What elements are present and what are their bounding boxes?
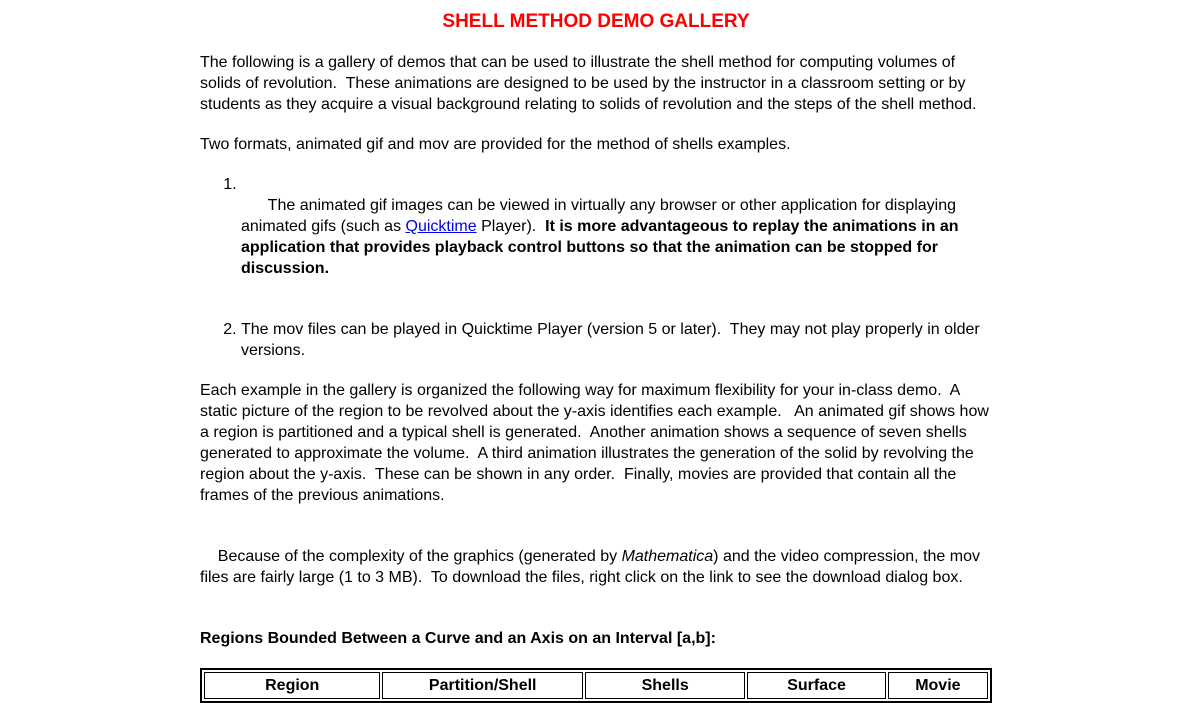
column-header-surface: Surface xyxy=(747,672,885,699)
quicktime-link[interactable]: Quicktime xyxy=(405,218,477,235)
formats-paragraph: Two formats, animated gif and mov are provided for the method of shells examples. xyxy=(200,136,791,153)
column-header-shells: Shells xyxy=(585,672,745,699)
intro-paragraph: The following is a gallery of demos that can be used to illustrate the shell method for computing volumes of solids of revolution. These animations are designed to be used by the instructor in a classroom setting or by students as they acquire a visual background relating to solids of revolution and the steps of the shell method. xyxy=(200,54,977,113)
list-item-gif-text-after-link: Player). xyxy=(476,218,546,235)
column-header-region: Region xyxy=(204,672,380,699)
mathematica-name: Mathematica xyxy=(621,548,714,565)
column-header-movie: Movie xyxy=(888,672,988,699)
file-size-text: Because of the complexity of the graphics (generated by xyxy=(217,548,622,565)
file-size-paragraph xyxy=(200,525,992,609)
formats-list xyxy=(200,174,992,361)
organization-paragraph: Each example in the gallery is organized the following way for maximum flexibility for your in-class demo. A static picture of the region to be revolved about the y-axis identifies each example. An animated gif shows how a region is partitioned and a typical shell is generated. Another animation shows a sequence of seven shells generated to approximate the volume. A third animation illustrates the generation of the solid by revolving the region about the y-axis. These can be shown in any order. Finally, movies are provided that contain all the frames of the previous animations. xyxy=(200,382,994,504)
page-content xyxy=(200,0,992,703)
list-item-gif-bold-note: It is more advantageous to replay the animations in an application that provides playback control buttons so that the animation can be stopped for discussion. xyxy=(241,218,964,277)
file-size-text-after-italic: ) and the video compression, the mov files are fairly large (1 to 3 MB). To download the files, right click on the link to see the download dialog box. xyxy=(200,548,985,586)
table-header-row xyxy=(204,672,988,699)
list-item-animated-gif xyxy=(241,174,992,300)
column-header-partition-shell: Partition/Shell xyxy=(382,672,583,699)
list-item-mov-files: 2. The mov files can be played in Quicktime Player (version 5 or later). They may not play properly in older versions. xyxy=(241,319,992,361)
demo-gallery-table xyxy=(200,668,992,703)
list-item-gif-text: The animated gif images can be viewed in virtually any browser or other application for displaying animated gifs (such as xyxy=(241,197,961,235)
regions-section-heading: Regions Bounded Between a Curve and an Axis on an Interval [a,b]: xyxy=(200,630,716,647)
page-title: SHELL METHOD DEMO GALLERY xyxy=(442,11,750,32)
